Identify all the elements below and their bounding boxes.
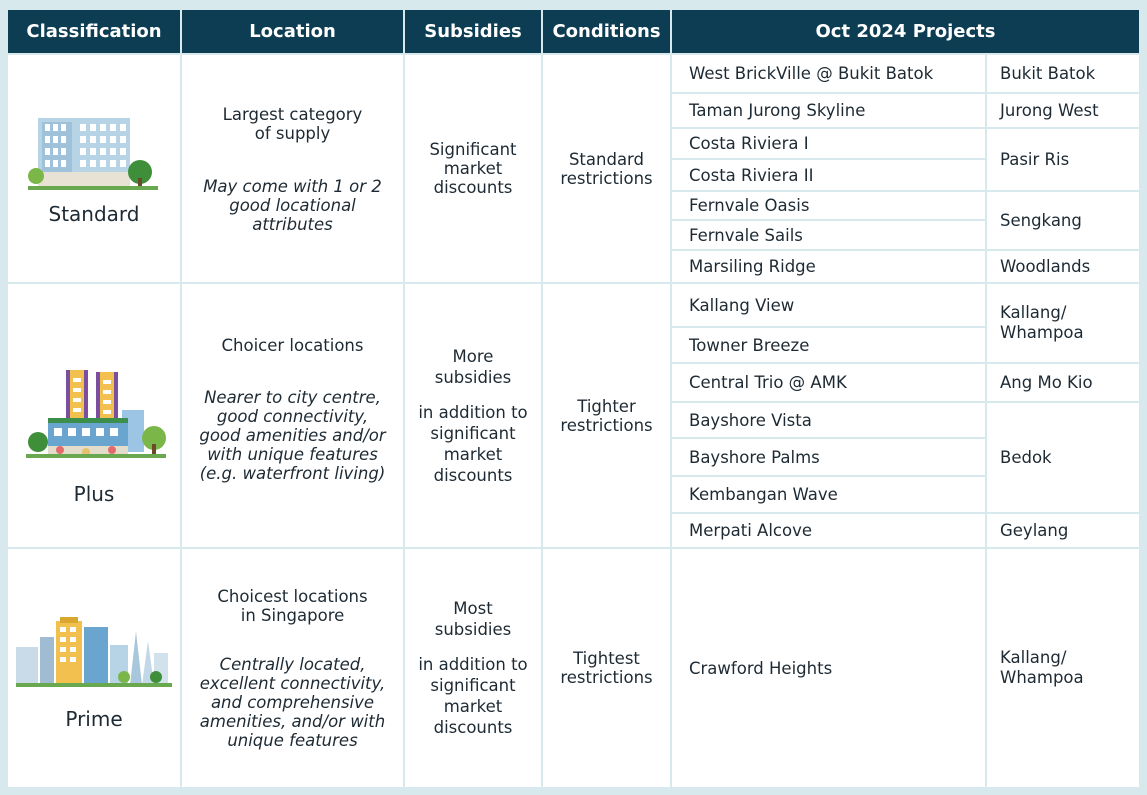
project-cell: Costa Riviera II (672, 160, 985, 190)
subsidies-plus (405, 284, 541, 547)
town-cell: Bedok (987, 403, 1139, 512)
town-cell: Woodlands (987, 251, 1139, 282)
location-plus-main-1: Choicer locations (221, 336, 364, 355)
location-prime-italic-3: and comprehensive (210, 692, 375, 712)
conditions-plus-line-2: restrictions (560, 415, 653, 435)
location-plus-italic-2: good connectivity, (216, 407, 369, 426)
location-standard-italic-1: May come with 1 or 2 (203, 177, 382, 196)
prime-building-icon (16, 617, 172, 687)
project-cell: West BrickVille @ Bukit Batok (672, 55, 985, 92)
project-cell: Fernvale Oasis (672, 192, 985, 219)
project-cell: Kallang View (672, 284, 985, 326)
header-classification: Classification (8, 10, 180, 53)
conditions-plus (543, 284, 670, 547)
town-cell: Geylang (987, 514, 1139, 547)
header-projects: Oct 2024 Projects (672, 10, 1139, 53)
standard-building-icon (28, 112, 158, 192)
location-prime-italic-2: excellent connectivity, (199, 673, 386, 693)
subsidies-prime-bottom-1: in addition to (418, 655, 528, 674)
location-standard (182, 55, 403, 282)
header-subsidies: Subsidies (405, 10, 541, 53)
subsidies-prime-top-2: subsidies (434, 620, 512, 639)
subsidies-plus-bottom-4: discounts (433, 465, 513, 485)
town-cell: Kallang/ Whampoa (987, 549, 1139, 787)
town-cell: Sengkang (987, 192, 1139, 249)
location-prime-italic-4: amenities, and/or with (199, 711, 386, 731)
location-prime (182, 549, 403, 787)
location-prime-main-1: Choicest locations (217, 586, 368, 606)
location-plus-italic-4: with unique features (207, 445, 378, 464)
location-prime-italic-1: Centrally located, (219, 654, 366, 674)
location-standard-italic-2: good locational (229, 196, 356, 215)
subsidies-plus-top-2: subsidies (434, 367, 512, 387)
project-cell: Fernvale Sails (672, 221, 985, 249)
subsidies-standard-line-1: Significant (429, 140, 517, 159)
project-cell: Marsiling Ridge (672, 251, 985, 282)
conditions-standard (543, 55, 670, 282)
classification-label-standard: Standard (48, 202, 140, 226)
conditions-prime (543, 549, 670, 787)
project-cell: Taman Jurong Skyline (672, 94, 985, 127)
header-conditions: Conditions (543, 10, 670, 53)
location-standard-italic-3: attributes (252, 215, 333, 234)
project-cell: Kembangan Wave (672, 477, 985, 512)
location-plus-italic-3: good amenities and/or (199, 426, 386, 445)
town-cell: Bukit Batok (987, 55, 1139, 92)
subsidies-prime-bottom-2: significant (430, 676, 516, 695)
location-prime-italic-5: unique features (227, 730, 358, 750)
town-cell: Pasir Ris (987, 129, 1139, 190)
location-plus-italic-1: Nearer to city centre, (204, 388, 381, 407)
subsidies-standard (405, 55, 541, 282)
town-cell: Jurong West (987, 94, 1139, 127)
subsidies-prime (405, 549, 541, 787)
classification-plus (8, 284, 180, 547)
conditions-prime-line-2: restrictions (560, 668, 653, 687)
subsidies-prime-bottom-4: discounts (433, 718, 513, 737)
classification-label-plus: Plus (73, 482, 115, 506)
project-cell: Crawford Heights (672, 549, 985, 787)
project-cell: Merpati Alcove (672, 514, 985, 547)
town-cell: Kallang/ Whampoa (987, 284, 1139, 362)
subsidies-prime-bottom-3: market (443, 697, 503, 716)
subsidies-standard-line-3: discounts (433, 178, 513, 197)
project-cell: Central Trio @ AMK (672, 364, 985, 401)
subsidies-plus-bottom-1: in addition to (418, 402, 528, 422)
subsidies-plus-bottom-3: market (443, 444, 503, 464)
classification-label-prime: Prime (65, 707, 123, 731)
project-cell: Bayshore Vista (672, 403, 985, 437)
location-standard-main-2: of supply (254, 124, 331, 143)
location-plus (182, 284, 403, 547)
conditions-standard-line-2: restrictions (560, 168, 653, 188)
plus-building-icon (26, 366, 166, 466)
location-prime-main-2: in Singapore (240, 605, 345, 625)
conditions-plus-line-1: Tighter (577, 396, 636, 416)
town-cell: Ang Mo Kio (987, 364, 1139, 401)
subsidies-plus-bottom-2: significant (430, 423, 516, 443)
subsidies-plus-top-1: More (452, 346, 494, 366)
project-cell: Bayshore Palms (672, 439, 985, 475)
subsidies-standard-line-2: market (443, 159, 503, 178)
header-location: Location (182, 10, 403, 53)
conditions-standard-line-1: Standard (568, 149, 645, 169)
project-cell: Towner Breeze (672, 328, 985, 362)
location-standard-main-1: Largest category (222, 105, 363, 124)
project-cell: Costa Riviera I (672, 129, 985, 158)
location-plus-italic-5: (e.g. waterfront living) (199, 464, 386, 483)
conditions-prime-line-1: Tightest (573, 649, 640, 668)
subsidies-prime-top-1: Most (453, 599, 493, 618)
classification-prime (8, 549, 180, 787)
classification-standard (8, 55, 180, 282)
